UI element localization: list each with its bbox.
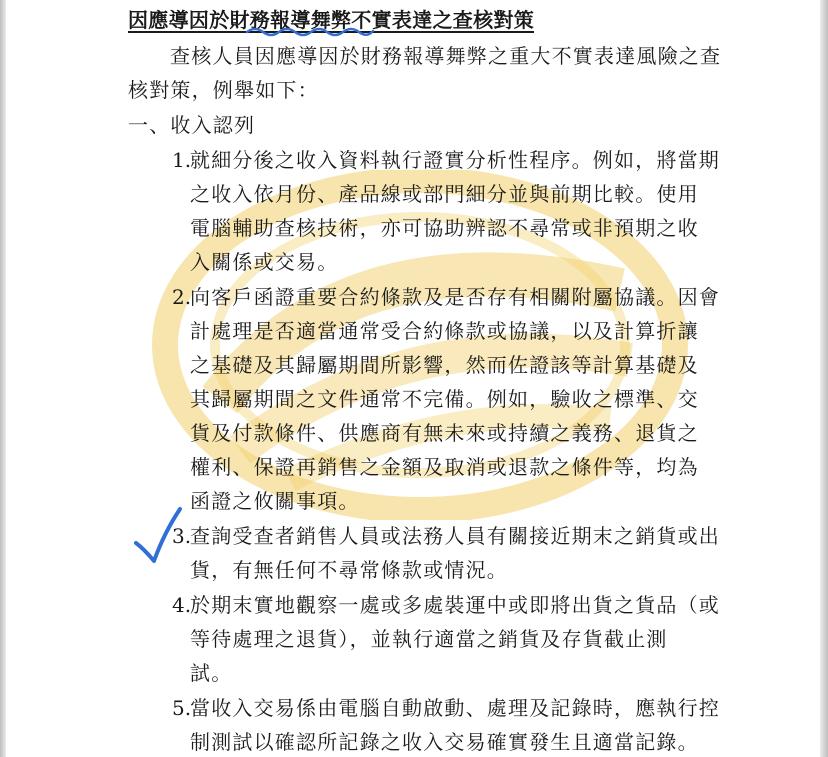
item-2-line: 之基礎及其歸屬期間所影響，然而佐證該等計算基礎及 (190, 353, 699, 377)
item-number: 5. (172, 696, 192, 720)
handwritten-squiggle-icon (245, 24, 375, 38)
item-2-line: 權利、保證再銷售之金額及取消或退款之條件等，均為 (190, 455, 699, 479)
handwritten-checkmark-icon (132, 505, 184, 567)
item-number: 1. (172, 148, 192, 172)
item-number: 3. (172, 524, 192, 548)
item-2-line: 貨及付款條件、供應商有無未來或持續之義務、退貨之 (190, 421, 699, 445)
item-2-line: 向客戶函證重要合約條款及是否存有相關附屬協議。因會 (190, 285, 720, 309)
item-1-line: 電腦輔助查核技術，亦可協助辨認不尋常或非預期之收 (190, 216, 699, 240)
section-heading: 一、收入認列 (128, 113, 256, 137)
item-3-line: 貨，有無任何不尋常條款或情況。 (190, 558, 508, 582)
intro-line-2: 核對策，例舉如下： (128, 78, 319, 102)
item-4-line: 於期末實地觀察一處或多處裝運中或即將出貨之貨品（或 (190, 593, 720, 617)
item-5-line: 當收入交易係由電腦自動啟動、處理及記錄時，應執行控 (190, 696, 720, 720)
item-1-line: 就細分後之收入資料執行證實分析性程序。例如，將當期 (190, 148, 720, 172)
item-2-line: 函證之攸關事項。 (190, 489, 360, 513)
item-1-line: 入關係或交易。 (190, 250, 339, 274)
document-title: 因應導因於財務報導舞弊不實表達之查核對策 (128, 8, 534, 32)
item-2-line: 計處理是否適當通常受合約條款或協議，以及計算折讓 (190, 319, 699, 343)
item-number: 2. (172, 285, 192, 309)
item-number: 4. (172, 593, 192, 617)
item-3-line: 查詢受查者銷售人員或法務人員有關接近期末之銷貨或出 (190, 524, 720, 548)
intro-line-1: 查核人員因應導因於財務報導舞弊之重大不實表達風險之查 (170, 44, 722, 68)
item-1-line: 之收入依月份、產品線或部門細分並與前期比較。使用 (190, 182, 699, 206)
item-4-line: 試。 (190, 661, 233, 685)
item-2-line: 其歸屬期間之文件通常不完備。例如，驗收之標準、交 (190, 387, 699, 411)
item-4-line: 等待處理之退貨），並執行適當之銷貨及存貨截止測 (190, 627, 668, 651)
item-5-line: 制測試以確認所記錄之收入交易確實發生且適當記錄。 (190, 730, 699, 754)
